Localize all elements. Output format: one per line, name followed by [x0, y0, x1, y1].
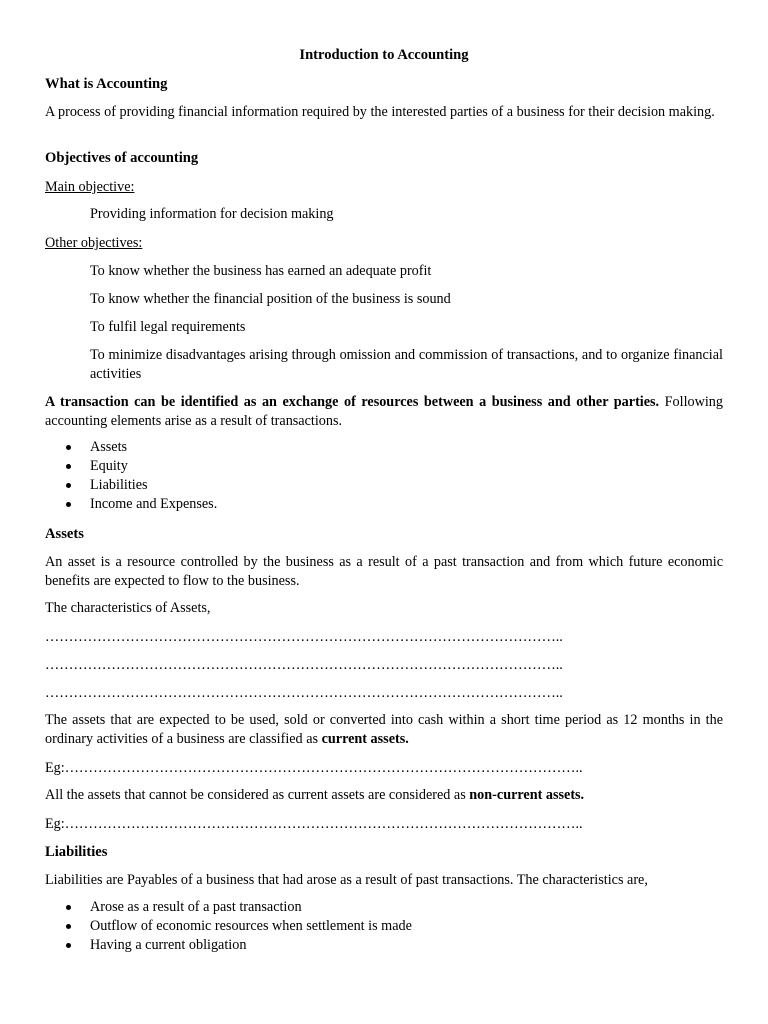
what-heading: What is Accounting [45, 76, 168, 92]
transaction-followup: Following accounting elements arise as a result of transactions. [45, 394, 723, 429]
blank-answer-line: ……………………………………………………………………………………………….. [45, 685, 563, 701]
blank-answer-line: ……………………………………………………………………………………………….. [45, 629, 563, 645]
liabilities-heading: Liabilities [45, 844, 108, 860]
transaction-paragraph [45, 393, 723, 430]
other-objective-item: To know whether the business has earned an adequate profit [90, 263, 432, 279]
elements-list [66, 438, 217, 514]
assets-paragraph: An asset is a resource controlled by the business as a result of a past transaction and from which future economic benefits are expected to flow to the business. [45, 554, 723, 589]
what-paragraph: A process of providing financial information required by the interested parties of a business for their decision making. [45, 104, 715, 120]
list-item: Outflow of economic resources when settlement is made [66, 917, 412, 936]
non-current-assets-text: All the assets that cannot be considered as current assets are considered as [45, 787, 470, 803]
liabilities-paragraph: Liabilities are Payables of a business that had arose as a result of past transactions. The characteristics are, [45, 872, 648, 888]
list-item: Liabilities [66, 476, 217, 495]
current-assets-text: The assets that are expected to be used, sold or converted into cash within a short time period as 12 months in the ordinary activities of a business are classified as [45, 712, 723, 747]
liabilities-characteristics-list [66, 898, 412, 955]
main-objective: Providing information for decision making [90, 206, 334, 222]
list-item: Equity [66, 457, 217, 476]
current-assets-paragraph [45, 711, 723, 748]
other-objectives-label: Other objectives: [45, 235, 143, 251]
example-line: Eg:……………………………………………………………………………………………….. [45, 760, 583, 776]
non-current-assets-term: non-current assets. [469, 787, 585, 803]
list-item: Having a current obligation [66, 936, 412, 955]
current-assets-term: current assets. [321, 730, 409, 747]
blank-answer-line: ……………………………………………………………………………………………….. [45, 657, 563, 673]
assets-characteristics-label: The characteristics of Assets, [45, 600, 211, 616]
non-current-assets-paragraph [45, 786, 584, 805]
list-item: Arose as a result of a past transaction [66, 898, 412, 917]
list-item: Income and Expenses. [66, 495, 217, 514]
other-objective-item: To minimize disadvantages arising through omission and commission of transactions, and to organize financial activities [90, 347, 723, 382]
assets-heading: Assets [45, 526, 84, 542]
other-objective-item: To fulfil legal requirements [90, 319, 246, 335]
other-objective-item: To know whether the financial position of the business is sound [90, 291, 451, 307]
objectives-heading: Objectives of accounting [45, 150, 199, 166]
list-item: Assets [66, 438, 217, 457]
page-title: Introduction to Accounting [299, 47, 469, 63]
main-objective-label: Main objective: [45, 179, 135, 195]
transaction-definition: A transaction can be identified as an exchange of resources between a business and other parties. [45, 394, 660, 410]
example-line: Eg:……………………………………………………………………………………………….. [45, 816, 583, 832]
